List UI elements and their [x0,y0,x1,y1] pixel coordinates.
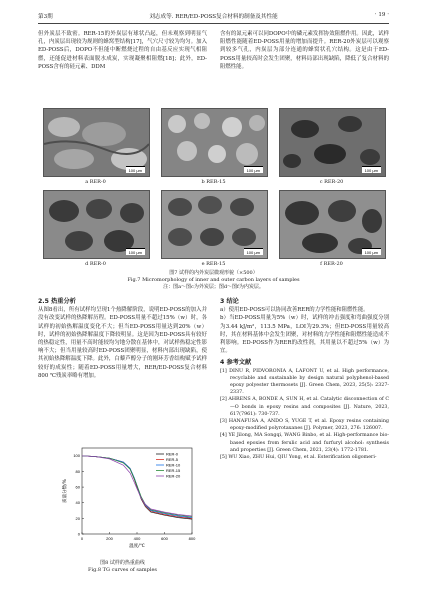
reference-item: [3] HANAFUSA A, ANDO S, YUGE T, et al. Epoxy resins containing epoxy-modified polyrotaxanes [J]. Polymer, 2023, 276: 126007. [220,419,389,432]
issue-number: 第3期 [38,14,53,20]
paragraph: 从图8看出，所有试样均呈现1个热降解阶段，说明ED-POSS的加入并没有改变试样的热降解历程。ED-POSS用量不超过15%（w）时，各试样的初始热解温度变化不大；但当ED-POSS用量达到20%（w）时，试样的初始热降解温度下降较明显。这是因为ED-POSS具有较好的热稳定性，用量不高时能较均匀地分散在基体中，对试样热稳定性影响不大；但当用量较高时ED-POSS团聚明显，材料内部出现缺陷，使其初始热降解温度下降。此外，白藜芦醇分子的刚环芳香结构赋予试样较好的成炭性；随着ED-POSS用量增大，RER/ED-POSS复合材料800 ℃残炭率略有增加。 [38,307,207,379]
paragraph: b）当ED-POSS用量为5%（w）时，试样的冲击强度和弯曲强度分别为3.44 kJ/m²，113.5 MPa，LOI为29.3%；但ED-POSS用量较高时，其在材料基体中会发生团聚，对材料的力学性能和阻燃性能造成不利影响。ED-POSS作为RER的改性剂，其用量以不超过5%（w）为宜。 [220,315,389,355]
scale-bar: 100 μm [362,248,381,255]
figure-8-caption [38,560,207,574]
page-number: · 19 · [374,12,389,18]
panel-label-b: b RER-15 [201,179,226,185]
x-tick-label: 800 [188,536,196,541]
caption-cn: 图8 试样的热重曲线 [100,560,145,566]
x-tick-label: 600 [161,536,168,541]
page-header [38,12,389,22]
sem-image-a [43,108,150,177]
panel-label-e: e RER-15 [201,261,226,267]
top-left-text [38,30,207,71]
reference-list [220,368,389,462]
y-tick-label: 0 [77,531,80,537]
caption-cn: 图7 试样的内外炭层微观形貌（×500） [169,270,258,276]
section-heading: 2.5 热重分析 [38,298,76,305]
legend-label: RER-15 [166,468,181,473]
sem-image-b [161,108,268,177]
sem-image-c [279,108,386,177]
y-tick-label: 100 [73,453,80,459]
y-tick-label: 60 [75,484,80,490]
caption-en: Fig.8 TG curves of samples [88,567,157,573]
x-tick-label: 200 [106,536,113,541]
y-tick-label: 20 [75,515,80,521]
scale-bar: 100 μm [126,166,145,173]
section-heading: 3 结论 [220,298,239,305]
legend-label: RER-20 [166,473,181,479]
reference-item: [2] AHRENS A, BONDE A, SUN H, et al. Catalytic disconnection of C—O bonds in epoxy resins and composites [J]. Nature, 2023, 617(7961): 730-737. [220,397,389,417]
legend-label: RER-0 [166,451,179,457]
panel-label-a: a RER-0 [85,179,106,185]
section-conclusions [220,298,389,461]
section-thermal-analysis [38,298,207,380]
tg-curves-plot [60,442,200,554]
scale-bar: 100 μm [126,248,145,255]
top-right-text [220,30,389,71]
header-rule [38,23,389,24]
paragraph: a）使用ED-POSS可以协同改善RER的力学性能和阻燃性能。 [220,307,369,314]
reference-item: [1] DINU R, PIDVORONIA A, LAFONT U, et al. High performance, recyclable and sustainable by design natural polyphenol-based epoxy polyester thermosets [J]. Green Chem, 2023, 25(5): 2327-2337. [220,368,389,396]
scale-bar: 100 μm [244,166,263,173]
section-heading: 4 参考文献 [220,359,252,367]
figure-8-chart [60,442,200,554]
caption-en: Fig.7 Micromorphology of inner and outer carbon layers of samples [127,277,300,283]
x-axis-label: 温度/℃ [129,544,145,549]
y-tick-label: 40 [75,500,80,506]
caption-note: 注：图a～图c为外炭层；图d～图f为内炭层。 [163,284,264,290]
y-tick-label: 80 [75,468,80,474]
panel-label-c: c RER-20 [319,179,344,185]
scale-bar: 100 μm [244,248,263,255]
sem-image-e [161,190,268,259]
sem-image-d [43,190,150,259]
paragraph: 含有的氮元素可以同DOPO中的磷元素发挥协效阻燃作用。因此，试样阻燃性能随着ED-POSS用量的增加而提升。RER-20外炭层可以观察到较多气孔，内炭层为部分连通的蜂窝状孔穴结构。这是由于ED-POSS用量较高时会发生团聚，材料局部出现缺陷，降低了复合材料的阻燃性能。 [220,31,389,70]
legend-label: RER-5 [166,457,179,462]
sem-image-f [279,190,386,259]
paragraph: 但外炭层不致密。RER-15的外炭层有球状凸起，但未观察到明显气孔，内炭层出现较为规则的蜂窝型结构[17]，气穴尺寸较为均匀。加入ED-POSS后，DOPO不但能中断燃烧过程的自由基反应实现气相阻燃，还能促进材料表面脱水成炭，实现凝聚相阻燃[18]；此外，ED-POSS含有的硅元素、DDM [38,31,207,70]
x-tick-label: 400 [133,536,141,541]
reference-item: [5] WU Xiao, ZHU Hui, QIU Yong, et al. Esterification oligomeri- [220,455,377,461]
legend-label: RER-10 [166,462,181,468]
figure-7-caption [38,270,389,291]
reference-item: [4] YE Jilong, MA Songqi, WANG Binbo, et al. High-performance bio-based epoxies from ferulic acid and furfuryl alcohol: synthesis and properties [J]. Green Chem, 2021, 23(4): 1772-1781. [220,433,389,453]
y-axis-label: 质量分数/% [63,479,68,503]
running-title: 刘志成等. RER/ED-POSS复合材料的制备及其性能 [149,14,278,20]
panel-label-d: d RER-0 [85,261,106,267]
scale-bar: 100 μm [362,166,381,173]
panel-label-f: f RER-20 [320,261,343,267]
x-tick-label: 0 [80,536,84,541]
